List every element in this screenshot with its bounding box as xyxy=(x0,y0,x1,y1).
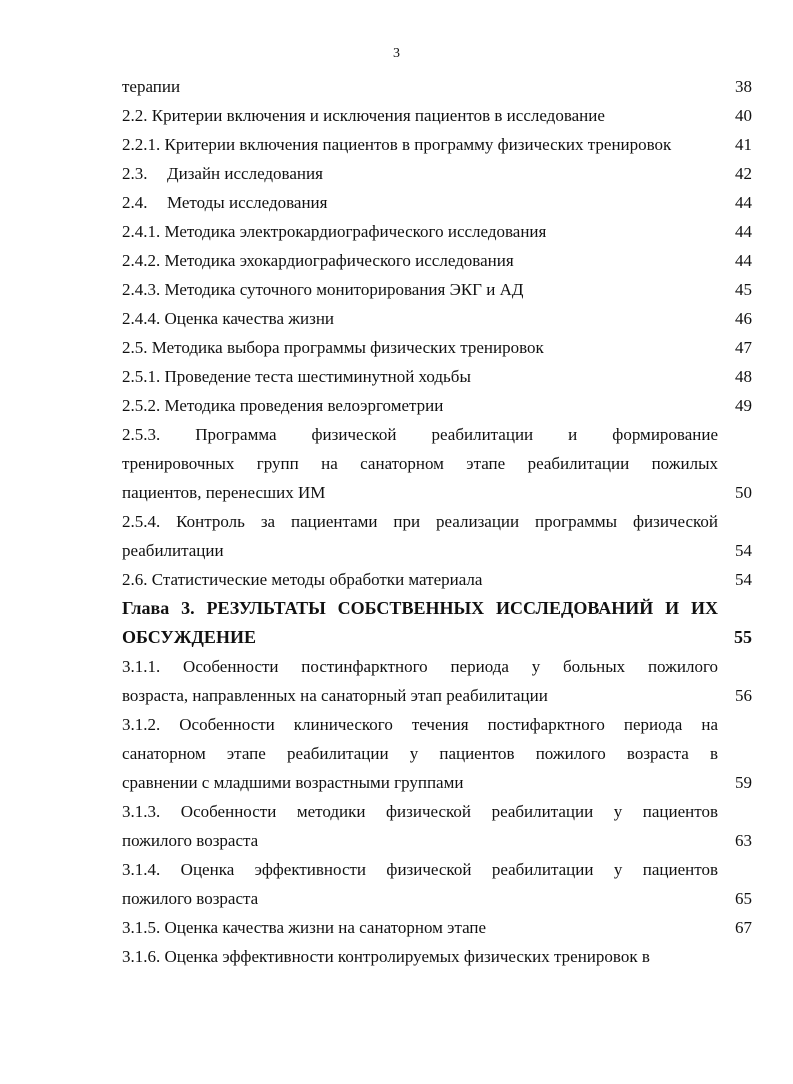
toc-entry-line: 3.1.1. Особенности постинфарктного периода у больных пожилого xyxy=(122,657,718,676)
toc-entry-line: 3.1.4. Оценка эффективности физической реабилитации у пациентов xyxy=(122,860,718,879)
page-number: 3 xyxy=(393,46,400,61)
toc-entry-number: 2.4. xyxy=(122,193,148,212)
toc-entry xyxy=(122,304,752,333)
toc-entry xyxy=(122,652,752,710)
toc-entry xyxy=(122,101,752,130)
toc-entry xyxy=(122,797,752,855)
toc-entry-page: 63 xyxy=(735,831,752,850)
toc-entry-page: 54 xyxy=(735,541,752,560)
toc-entry xyxy=(122,507,752,565)
toc-entry-line: пожилого возраста xyxy=(122,889,259,908)
toc-entry xyxy=(122,188,752,217)
toc-entry xyxy=(122,710,752,797)
toc-entry-page: 44 xyxy=(735,222,752,241)
toc-entry xyxy=(122,246,752,275)
toc-entry-line: 3.1.2. Особенности клинического течения постифарктного периода на xyxy=(122,715,718,734)
toc-entry-page: 40 xyxy=(735,106,752,125)
toc-entry-page: 65 xyxy=(735,889,752,908)
toc-entry-line: пациентов, перенесших ИМ xyxy=(122,483,326,502)
toc-entry-line: Глава 3. РЕЗУЛЬТАТЫ СОБСТВЕННЫХ ИССЛЕДОВАНИЙ И ИХ xyxy=(122,598,718,618)
toc-entry-page: 38 xyxy=(735,77,752,96)
toc-entry xyxy=(122,217,752,246)
toc-entry-title: Методы исследования xyxy=(167,193,328,212)
toc-entry-line: 2.2. Критерии включения и исключения пациентов в исследование xyxy=(122,106,605,125)
toc-entry-line: 2.5.2. Методика проведения велоэргометрии xyxy=(122,396,444,415)
toc-entry-page: 45 xyxy=(735,280,752,299)
toc-entry-page: 54 xyxy=(735,570,752,589)
toc-entry-line: 2.4.2. Методика эхокардиографического исследования xyxy=(122,251,514,270)
toc-entry xyxy=(122,391,752,420)
toc-entry xyxy=(122,913,752,942)
toc-entry xyxy=(122,130,752,159)
toc-entry-line xyxy=(122,159,718,188)
toc-entry-line: тренировочных групп на санаторном этапе реабилитации пожилых xyxy=(122,454,718,473)
toc-entry-page: 59 xyxy=(735,773,752,792)
toc-entry-page: 42 xyxy=(735,164,752,183)
toc-entry-line: 2.6. Статистические методы обработки материала xyxy=(122,570,483,589)
toc-entry-line: 2.5.3. Программа физической реабилитации и формирование xyxy=(122,425,718,444)
toc-entry xyxy=(122,565,752,594)
toc-entry-line: 2.4.3. Методика суточного мониторирования ЭКГ и АД xyxy=(122,280,524,299)
toc-entry-line: 2.4.4. Оценка качества жизни xyxy=(122,309,335,328)
toc-entry xyxy=(122,362,752,391)
toc-entry-page: 41 xyxy=(735,135,752,154)
toc-entry-line: санаторном этапе реабилитации у пациентов пожилого возраста в xyxy=(122,744,718,763)
toc-entry-line: 2.5. Методика выбора программы физических тренировок xyxy=(122,338,544,357)
toc-entry-line: 2.2.1. Критерии включения пациентов в программу физических тренировок xyxy=(122,135,672,154)
toc-entry xyxy=(122,333,752,362)
toc-entry-line: 3.1.3. Особенности методики физической реабилитации у пациентов xyxy=(122,802,718,821)
toc-entry-line: возраста, направленных на санаторный этап реабилитации xyxy=(122,686,548,705)
toc-entry-line: терапии xyxy=(122,77,181,96)
toc-entry-page: 67 xyxy=(735,918,752,937)
toc-entry xyxy=(122,72,752,101)
toc-entry-page: 47 xyxy=(735,338,752,357)
toc-entry xyxy=(122,275,752,304)
toc-entry-line: 3.1.5. Оценка качества жизни на санаторном этапе xyxy=(122,918,487,937)
toc-entry-line: 2.4.1. Методика электрокардиографического исследования xyxy=(122,222,547,241)
toc-entry-title: Дизайн исследования xyxy=(167,164,323,183)
toc-entry-page: 50 xyxy=(735,483,752,502)
toc-entry xyxy=(122,942,752,971)
toc-entry-line: пожилого возраста xyxy=(122,831,259,850)
toc-entry-page: 55 xyxy=(734,627,752,647)
toc-entry-page: 44 xyxy=(735,193,752,212)
toc-entry-page: 46 xyxy=(735,309,752,328)
toc-entry-number: 2.3. xyxy=(122,164,148,183)
toc-entry-page: 48 xyxy=(735,367,752,386)
toc-entry-line: 2.5.1. Проведение теста шестиминутной ходьбы xyxy=(122,367,471,386)
toc-entry xyxy=(122,420,752,507)
toc-entry-page: 49 xyxy=(735,396,752,415)
toc-entry-page: 56 xyxy=(735,686,752,705)
toc-entry-line: 3.1.6. Оценка эффективности контролируемых физических тренировок в xyxy=(122,947,650,966)
toc-entry-line: сравнении с младшими возрастными группами xyxy=(122,773,464,792)
toc-entry xyxy=(122,594,752,652)
toc-entry-page: 44 xyxy=(735,251,752,270)
toc-entry-line: реабилитации xyxy=(122,541,224,560)
toc-entry-line: 2.5.4. Контроль за пациентами при реализации программы физической xyxy=(122,512,718,531)
table-of-contents xyxy=(122,72,752,971)
toc-entry-line: ОБСУЖДЕНИЕ xyxy=(122,627,256,647)
toc-entry xyxy=(122,855,752,913)
toc-entry xyxy=(122,159,752,188)
toc-entry-line xyxy=(122,188,718,217)
